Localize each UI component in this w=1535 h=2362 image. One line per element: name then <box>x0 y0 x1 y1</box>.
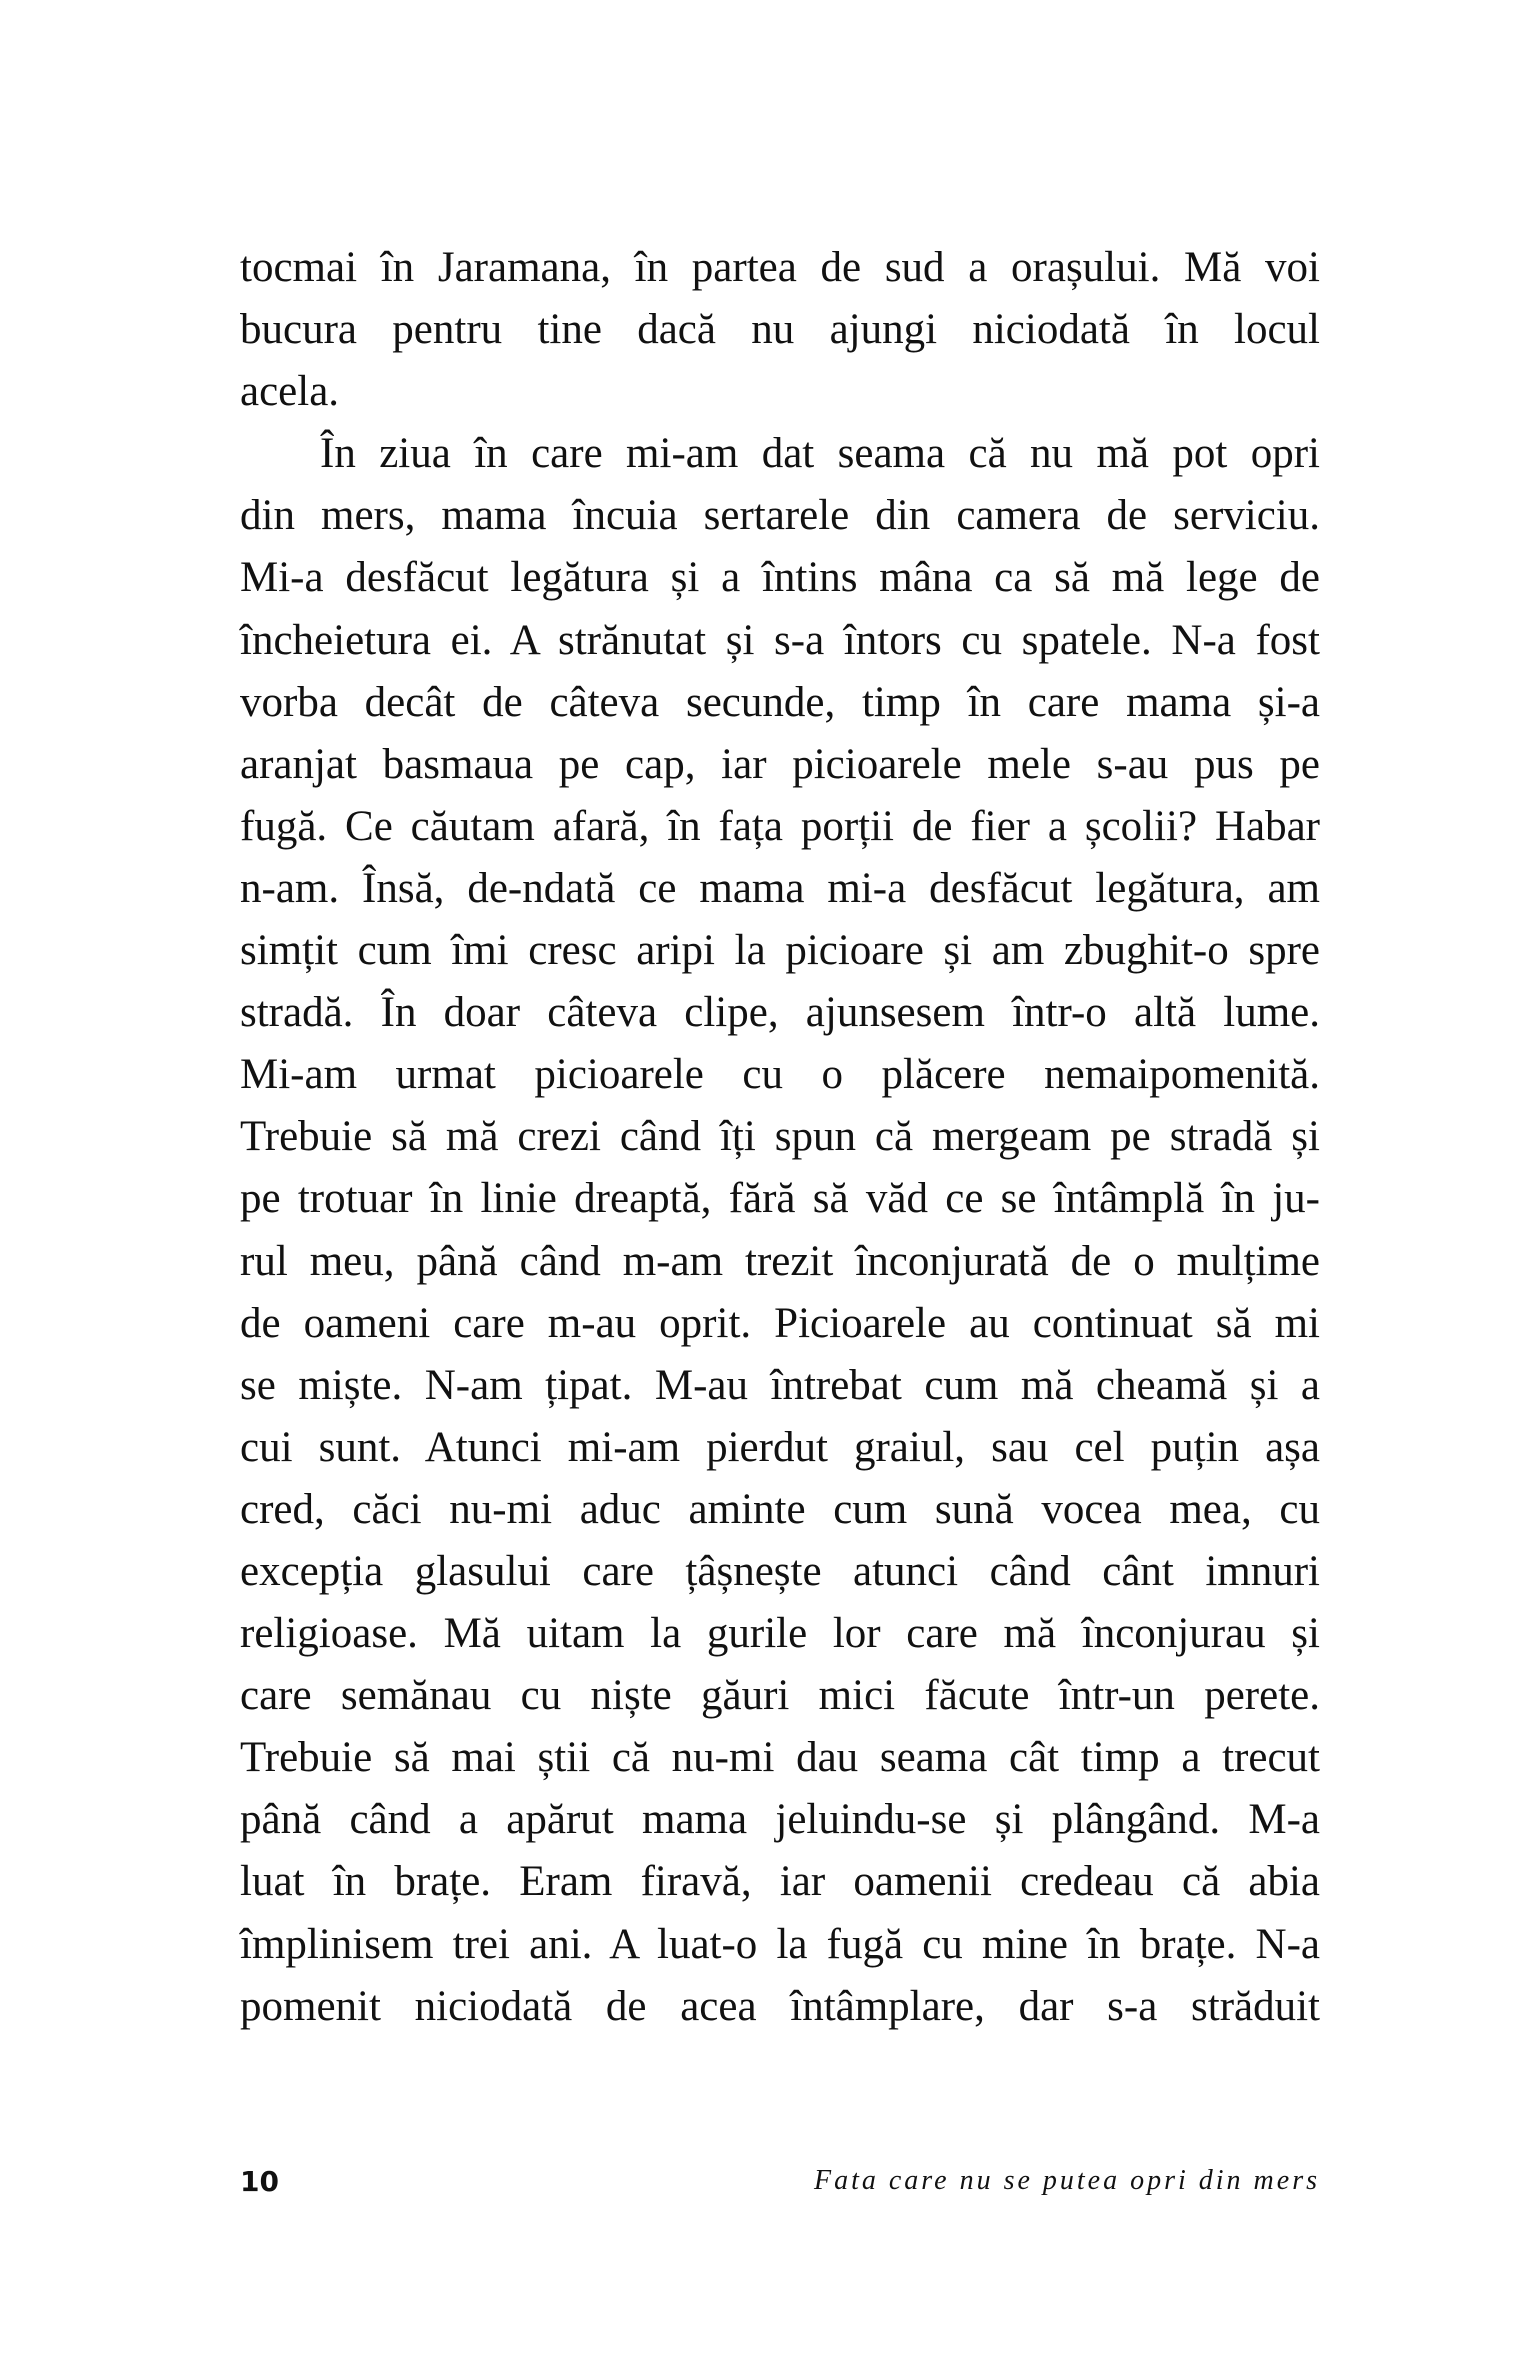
text-line: vorba decât de câteva secunde, timp în care mama și-a <box>240 678 1320 726</box>
running-title: Fata care nu se putea opri din mers <box>813 2165 1320 2196</box>
text-line: luat în brațe. Eram firavă, iar oamenii credeau că abia <box>240 1858 1320 1906</box>
text-line: acela. <box>240 368 340 416</box>
text-line: stradă. În doar câteva clipe, ajunsesem într-o altă lume. <box>240 989 1320 1037</box>
text-line: bucura pentru tine dacă nu ajungi niciodată în locul <box>240 306 1320 354</box>
text-line: împlinisem trei ani. A luat-o la fugă cu mine în brațe. N-a <box>240 1920 1320 1968</box>
text-line: cred, căci nu-mi aduc aminte cum sună vocea mea, cu <box>240 1485 1320 1533</box>
text-line: excepția glasului care țâșnește atunci când cânt imnuri <box>240 1547 1320 1595</box>
text-line: pe trotuar în linie dreaptă, fără să văd ce se întâmplă în ju- <box>240 1175 1320 1223</box>
text-line: până când a apărut mama jeluindu-se și plângând. M-a <box>240 1796 1320 1844</box>
text-line: cui sunt. Atunci mi-am pierdut graiul, sau cel puțin așa <box>240 1423 1320 1471</box>
text-line: rul meu, până când m-am trezit înconjurată de o mulțime <box>240 1237 1320 1285</box>
text-line: În ziua în care mi-am dat seama că nu mă pot opri <box>320 430 1320 478</box>
text-line: din mers, mama încuia sertarele din camera de serviciu. <box>240 492 1320 540</box>
text-line: simțit cum îmi cresc aripi la picioare și am zbughit-o spre <box>240 927 1320 975</box>
page-number: 10 <box>240 2165 279 2198</box>
text-line: aranjat basmaua pe cap, iar picioarele mele s-au pus pe <box>240 740 1320 788</box>
text-line: de oameni care m-au oprit. Picioarele au continuat să mi <box>240 1299 1320 1347</box>
body-text <box>240 237 1320 2038</box>
text-line: Mi-am urmat picioarele cu o plăcere nemaipomenită. <box>240 1051 1320 1099</box>
text-line: Mi-a desfăcut legătura și a întins mâna ca să mă lege de <box>240 554 1320 602</box>
text-line: n-am. Însă, de-ndată ce mama mi-a desfăcut legătura, am <box>240 864 1320 912</box>
text-line: fugă. Ce căutam afară, în fața porții de fier a școlii? Habar <box>240 802 1320 850</box>
text-line: tocmai în Jaramana, în partea de sud a orașului. Mă voi <box>240 244 1320 291</box>
text-line: religioase. Mă uitam la gurile lor care mă înconjurau și <box>240 1610 1320 1658</box>
text-line: se miște. N-am țipat. M-au întrebat cum mă cheamă și a <box>240 1361 1320 1409</box>
text-line: Trebuie să mai știi că nu-mi dau seama cât timp a trecut <box>240 1734 1320 1782</box>
text-line: pomenit niciodată de acea întâmplare, dar s-a străduit <box>240 1982 1320 2030</box>
text-line: Trebuie să mă crezi când îți spun că mergeam pe stradă și <box>240 1113 1320 1161</box>
page-footer <box>240 2165 1320 2215</box>
text-line: care semănau cu niște găuri mici făcute într-un perete. <box>240 1672 1320 1720</box>
text-line: încheietura ei. A strănutat și s-a întors cu spatele. N-a fost <box>240 616 1320 664</box>
